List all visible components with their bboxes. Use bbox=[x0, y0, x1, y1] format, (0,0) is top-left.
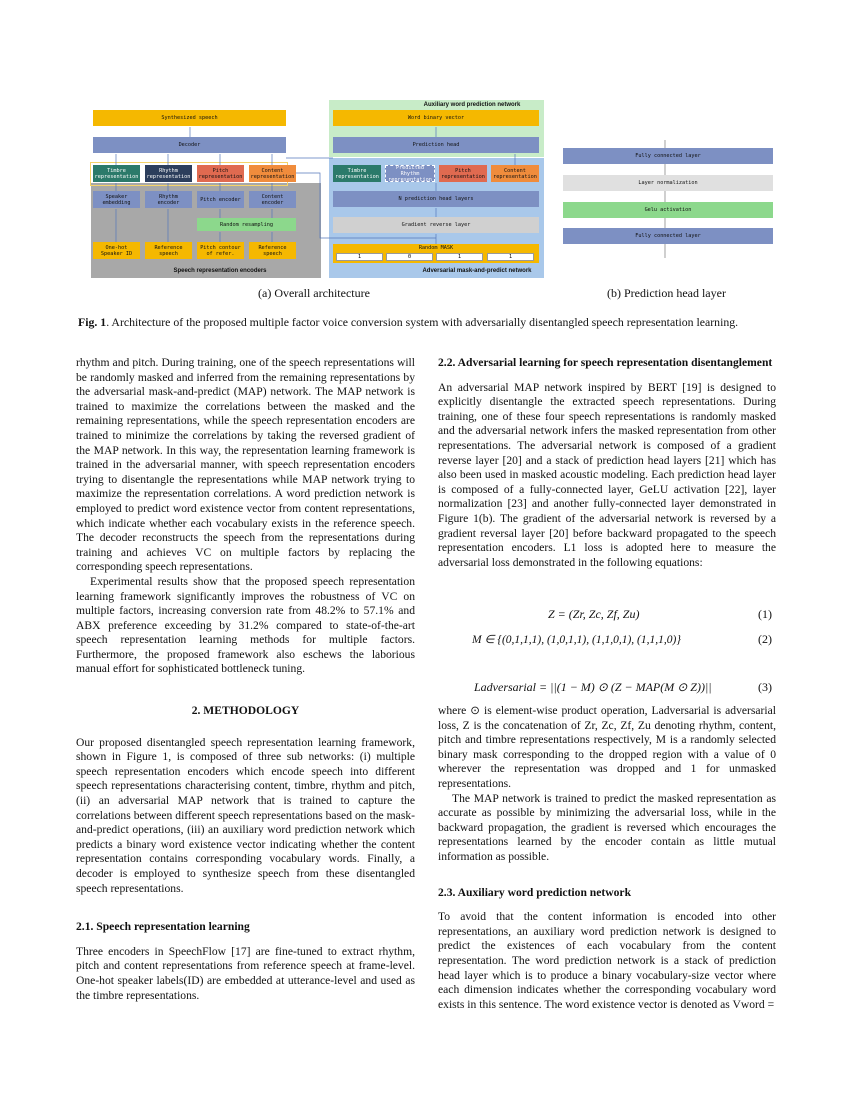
head-fc-layer-bottom: Fully connected layer bbox=[563, 228, 773, 244]
random-resampling-block: Random resampling bbox=[197, 218, 296, 231]
caption-text: . Architecture of the proposed multiple factor voice conversion system with adversarially disentangled speech representation learning. bbox=[106, 315, 739, 329]
head-gelu-activation: Gelu activation bbox=[563, 202, 773, 218]
speaker-embedding-block: Speaker embedding bbox=[93, 191, 140, 208]
mask-value: 1 bbox=[436, 253, 483, 261]
synthesized-speech-block: Synthesized speech bbox=[93, 110, 286, 126]
head-layer-norm: Layer normalization bbox=[563, 175, 773, 191]
map-training-paragraph: The MAP network is trained to predict the masked representation as accurate as possible by minimizing the adversarial loss, while in the backward propagation, the gradient is reversed which encourages the representations learned by the encoder contain as little mutual information as possible. bbox=[438, 791, 776, 863]
n-prediction-head-block: N prediction head layers bbox=[333, 191, 539, 207]
subsection-heading-2-3: 2.3. Auxiliary word prediction network bbox=[438, 885, 632, 899]
representation-learning-paragraph: Three encoders in SpeechFlow [17] are fine-tuned to extract rhythm, pitch and content representations from reference speech at frame-level. One-hot speaker labels(ID) are embedded at utterance-level and used as the timbre representations. bbox=[76, 944, 415, 1002]
content-encoder-block: Content encoder bbox=[249, 191, 296, 208]
caption-label: Fig. 1 bbox=[78, 315, 107, 329]
mask-value: 1 bbox=[487, 253, 534, 261]
right-column-top bbox=[438, 356, 776, 570]
auxiliary-title: Auxiliary word prediction network bbox=[423, 101, 521, 108]
intro-paragraph: rhythm and pitch. During training, one of the speech representations will be randomly masked and inferred from the remaining representations by the adversarial mask-and-predict (MAP) network. The MAP network is trained to maximize the correlations between the masked and the remaining representations, while the speech representation encoders are trained to minimize the correlations by taking the reversed gradient of the MAP network. In this way, the representation learning framework is trained in the adversarial manner, with speech representation encoders trying to disentangle the representations while MAP network trying to maximize the representation correlations. A word prediction network is employed to predict word existence vector from content representations, which indicate whether each vocabulary exists in the reference speech. The decoder reconstructs the speech from the representations during training and achieves VC on multiple factors by replacing the corresponding speech representations. bbox=[76, 356, 415, 574]
where-paragraph: where ⊙ is element-wise product operation, Ladversarial is adversarial loss, Z is the concatenation of Zr, Zc, Zf, Zu denoting rhythm, content, pitch and timbre representations respectively, M is a randomly selected binary mask corresponding to the dropped region with a value of 0 wherever the representation was dropped and 1 for unmasked representations. bbox=[438, 704, 776, 790]
head-fc-layer-top: Fully connected layer bbox=[563, 148, 773, 164]
methodology-paragraph: Our proposed disentangled speech representation learning framework, shown in Figure 1, is composed of three sub networks: (i) multiple speech representation encoders which encode speech into different speech representations characterising content, timbre, rhythm and pitch, (ii) an adversarial MAP network that is trained to capture the correlations between different speech representations based on the mask-and-predict operations, (iii) an auxiliary word prediction network which predicts a binary word existence vector indicating whether the content representation contains corresponding vocabulary words. Finally, a decoder is employed to synthesize speech from these disentangled speech representations. bbox=[76, 735, 415, 895]
pitch-rep-block: Pitch representation bbox=[197, 165, 244, 182]
encoders-label: Speech representation encoders bbox=[173, 268, 267, 274]
equation-1-number: (1) bbox=[758, 607, 772, 621]
decoder-block: Decoder bbox=[93, 137, 286, 153]
adversarial-paragraph: An adversarial MAP network inspired by BERT [19] is designed to explicitly disentangle the extracted speech representations. During training, one of these four speech representations is randomly masked and the adversarial network infers the masked representation from other representations. The adversarial network is composed of a gradient reverse layer [20] and a stack of prediction head layers [21] which has also been used in masked acoustic modeling. Each prediction head layer is composed of a fully-connected layer, GeLU activation [22], layer normalization [23] and another fully-connected layer demonstrated in Figure 1(b). The gradient of the adversarial network is reversed by a gradient reversal layer [20] before backward propagated to the speech representation encoders. L1 loss is adopted here to measure the adversarial loss demonstrated in the following equations: bbox=[438, 380, 776, 569]
section-heading-methodology: 2. METHODOLOGY bbox=[191, 704, 300, 718]
subcaption-b: (b) Prediction head layer bbox=[607, 286, 726, 300]
gradient-reverse-block: Gradient reverse layer bbox=[333, 217, 539, 233]
adversarial-label: Adversarial mask-and-predict network bbox=[422, 268, 532, 274]
input-pitch-contour: Pitch contour of refer. bbox=[197, 242, 244, 259]
pitch-encoder-block: Pitch encoder bbox=[197, 191, 244, 208]
subsection-heading-2-2: 2.2. Adversarial learning for speech representation disentanglement bbox=[438, 356, 773, 369]
figure-caption bbox=[78, 315, 778, 330]
subcaption-a: (a) Overall architecture bbox=[258, 286, 370, 300]
word-binary-vector-block: Word binary vector bbox=[333, 110, 539, 126]
results-paragraph: Experimental results show that the proposed speech representation learning framework significantly improves the robustness of VC on multiple factors, increasing conversion rate from 48.2% to 57.1% and ABX preference exceeding by 31.2% compared to state-of-the-art speech representation learning methods for multiple factors. Furthermore, the proposed framework also eschews the laborious manual effort for sophisticated bottleneck tuning. bbox=[76, 574, 415, 676]
left-column bbox=[76, 356, 415, 1003]
word-prediction-paragraph: To avoid that the content information is encoded into other representations, an auxiliary word prediction network is designed to predict the existences of each vocabulary from the content representation. The word prediction network is a stack of prediction head layer which is to produce a binary vocabulary-size vector where each dimension indicates whether the corresponding vocabulary word exists in this sentence. The word existence vector is denoted as Vword = bbox=[438, 910, 776, 1011]
adv-content-rep-block: Content representation bbox=[491, 165, 539, 182]
mask-value: 0 bbox=[386, 253, 433, 261]
timbre-rep-block: Timbre representation bbox=[93, 165, 140, 182]
rhythm-encoder-block: Rhythm encoder bbox=[145, 191, 192, 208]
equation-1: Z = (Zr, Zc, Zf, Zu) bbox=[548, 607, 640, 621]
subsection-heading-2-1: 2.1. Speech representation learning bbox=[76, 920, 250, 934]
right-column-bottom bbox=[438, 704, 776, 1012]
mask-value: 1 bbox=[336, 253, 383, 261]
prediction-head-block: Prediction head bbox=[333, 137, 539, 153]
figure-connectors bbox=[0, 0, 600, 290]
rhythm-rep-block: Rhythm representation bbox=[145, 165, 192, 182]
input-reference-speech-2: Reference speech bbox=[249, 242, 296, 259]
adv-pitch-rep-block: Pitch representation bbox=[439, 165, 487, 182]
adv-timbre-rep-block: Timbre representation bbox=[333, 165, 381, 182]
equation-2: M ∈ {(0,1,1,1), (1,0,1,1), (1,1,0,1), (1,1,1,0)} bbox=[472, 634, 681, 646]
random-mask-label: Random MASK bbox=[418, 245, 454, 251]
input-speaker-id: One-hot Speaker ID bbox=[93, 242, 140, 259]
equation-3: Ladversarial = ||(1 − M) ⊙ (Z − MAP(M ⊙ Z))|| bbox=[474, 680, 712, 694]
equation-2-number: (2) bbox=[758, 632, 772, 646]
equation-3-number: (3) bbox=[758, 680, 772, 694]
input-reference-speech-1: Reference speech bbox=[145, 242, 192, 259]
adv-predicted-rhythm-block: Predicted Rhythm representation bbox=[385, 165, 435, 182]
content-rep-block: Content representation bbox=[249, 165, 296, 182]
